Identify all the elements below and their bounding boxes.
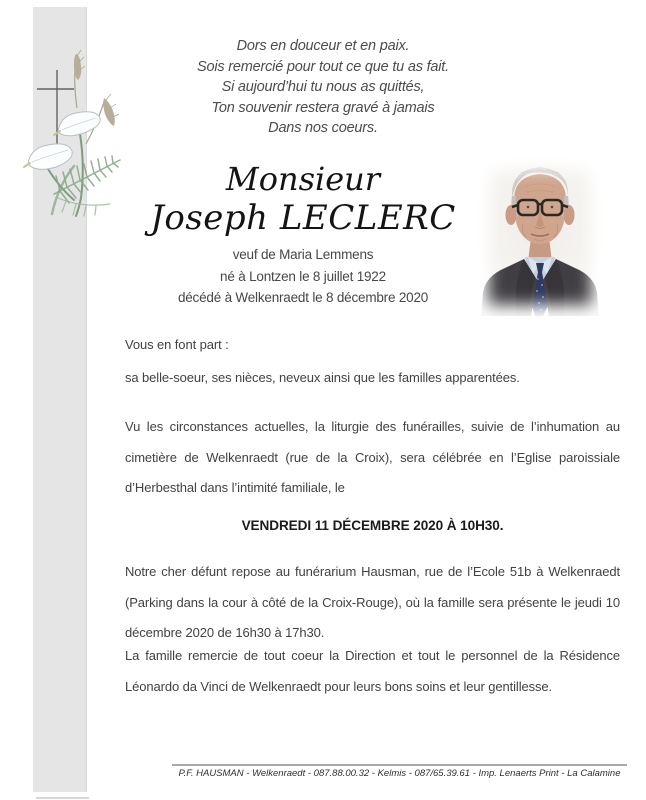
repose-paragraph: Notre cher défunt repose au funérarium Hausman, rue de l’Ecole 51b à Welkenraedt (Parking dans la cour à côté de la Croix-Rouge), où la famille sera présente le jeudi 10 décembre 2020 de 16h30 à 17h30.	[125, 564, 620, 640]
deceased-honorific: Monsieur	[225, 160, 381, 198]
family-line: sa belle-soeur, ses nièces, neveux ainsi que les familles apparentées.	[125, 370, 520, 385]
funeral-home-info: P.F. HAUSMAN - Welkenraedt - 087.88.00.32 - Kelmis - 087/65.39.61 - Imp. Lenaerts Print - La Calamine	[178, 768, 621, 779]
poem-line-5: Dans nos coeurs.	[268, 120, 378, 137]
announcement-intro: Vous en font part :	[125, 337, 229, 352]
birth-line: né à Lontzen le 8 juillet 1922	[220, 269, 386, 284]
ceremony-datetime: VENDREDI 11 DÉCEMBRE 2020 À 10H30.	[241, 518, 504, 533]
deceased-name: Joseph LECLERC	[150, 198, 456, 238]
band-bottom-shadow	[36, 797, 89, 799]
elderly-man-portrait-illustration	[477, 158, 603, 316]
poem-line-2: Sois remercié pour tout ce que tu as fait.	[197, 58, 449, 75]
death-line: décédé à Welkenraedt le 8 décembre 2020	[177, 290, 429, 305]
widower-line: veuf de Maria Lemmens	[232, 247, 374, 262]
memorial-poem	[93, 36, 553, 139]
poem-line-3: Si aujourd’hui tu nous as quittés,	[221, 79, 425, 96]
poem-line-4: Ton souvenir restera gravé à jamais	[211, 99, 435, 116]
poem-line-1: Dors en douceur et en paix.	[236, 38, 410, 54]
thanks-paragraph: La famille remercie de tout coeur la Direction et tout le personnel de la Résidence Léonardo da Vinci de Welkenraedt pour leurs bons soins et leur gentillesse.	[125, 648, 620, 694]
footer-rule	[172, 764, 627, 766]
ceremony-paragraph: Vu les circonstances actuelles, la liturgie des funérailles, suivie de l’inhumation au cimetière de Welkenraedt (rue de la Croix), sera célébrée en l’Eglise paroissiale d’Herbesthal dans l’intimité familiale, le	[125, 419, 620, 495]
portrait-photo	[477, 158, 603, 316]
